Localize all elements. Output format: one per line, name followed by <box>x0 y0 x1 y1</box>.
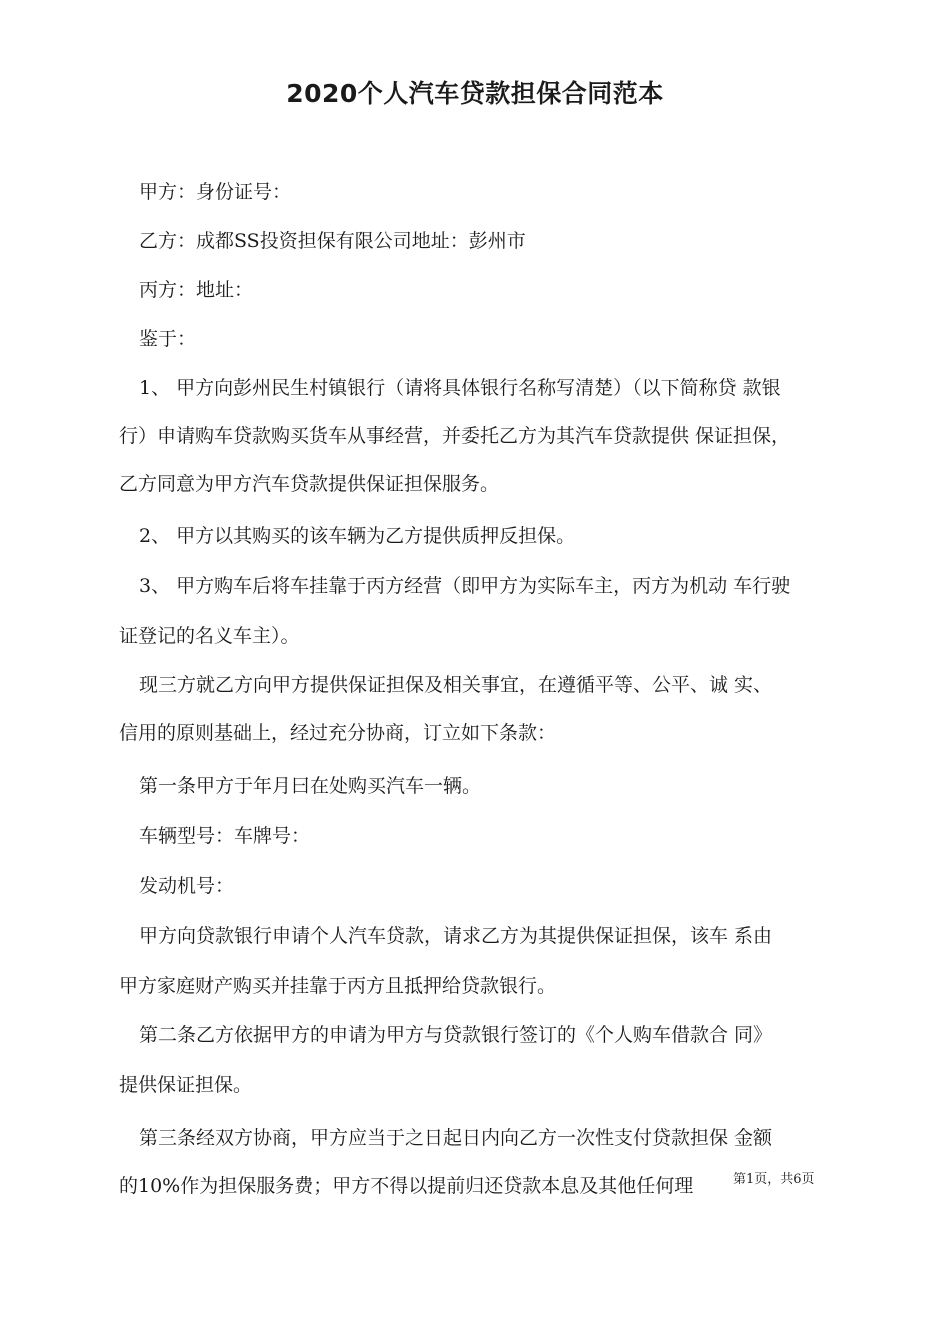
paragraph-line: 现三方就乙方向甲方提供保证担保及相关事宜，在遵循平等、公平、诚 实、 <box>139 674 773 696</box>
paragraph-item-2 <box>119 512 839 560</box>
paragraph-article-2 <box>119 1011 839 1109</box>
paragraph-line: 乙方同意为甲方汽车贷款提供保证担保服务。 <box>119 473 500 495</box>
paragraph-line: 车辆型号：车牌号： <box>139 825 311 847</box>
paragraph-line: 丙方：地址： <box>139 279 254 301</box>
paragraph-line: 甲方：身份证号： <box>139 181 292 203</box>
paragraph-line: 的10%作为担保服务费；甲方不得以提前归还贷款本息及其他任何理 <box>119 1175 694 1197</box>
paragraph-line: 第一条甲方于年月曰在处购买汽车一辆。 <box>139 775 482 797</box>
page-number-footer: 第1页，共6页 <box>733 1172 815 1187</box>
paragraph-line: 发动机号： <box>139 875 235 897</box>
paragraph-line: 证登记的名义车主）。 <box>119 625 300 647</box>
paragraph-line: 提供保证担保。 <box>119 1074 253 1096</box>
paragraph-agreement <box>119 661 839 757</box>
document-title: 2020个人汽车贷款担保合同范本 <box>286 79 664 108</box>
paragraph-line: 乙方：成都SS投资担保有限公司地址：彭州市 <box>139 230 526 252</box>
paragraph-engine-number <box>119 862 839 910</box>
paragraph-item-1 <box>119 364 839 508</box>
paragraph-article-1 <box>119 762 839 810</box>
paragraph-item-3 <box>119 562 839 660</box>
paragraph-party-a <box>119 168 839 216</box>
paragraph-loan-request <box>119 912 839 1010</box>
paragraph-line: 行）申请购车贷款购买货车从事经营，并委托乙方为其汽车贷款提供 保证担保， <box>119 425 791 447</box>
paragraph-line: 甲方家庭财产购买并挂靠于丙方且抵押给贷款银行。 <box>119 975 557 997</box>
paragraph-line: 甲方向贷款银行申请个人汽车贷款，请求乙方为其提供保证担保，该车 系由 <box>139 925 773 947</box>
paragraph-line: 第三条经双方协商，甲方应当于之日起日内向乙方一次性支付贷款担保 金额 <box>139 1127 773 1149</box>
paragraph-line: 鉴于： <box>139 328 197 350</box>
paragraph-vehicle-model <box>119 812 839 860</box>
paragraph-party-c <box>119 266 839 314</box>
paragraph-article-3 <box>119 1114 839 1210</box>
paragraph-line: 1、 甲方向彭州民生村镇银行（请将具体银行名称写清楚）（以下简称贷 款银 <box>139 377 781 399</box>
paragraph-line: 2、 甲方以其购买的该车辆为乙方提供质押反担保。 <box>139 525 576 547</box>
paragraph-whereas <box>119 315 839 363</box>
paragraph-party-b <box>119 217 839 265</box>
paragraph-line: 第二条乙方依据甲方的申请为甲方与贷款银行签订的《个人购车借款合 同》 <box>139 1024 773 1046</box>
paragraph-line: 3、 甲方购车后将车挂靠于丙方经营（即甲方为实际车主，丙方为机动 车行驶 <box>139 575 791 597</box>
paragraph-line: 信用的原则基础上，经过充分协商，订立如下条款： <box>119 722 557 744</box>
